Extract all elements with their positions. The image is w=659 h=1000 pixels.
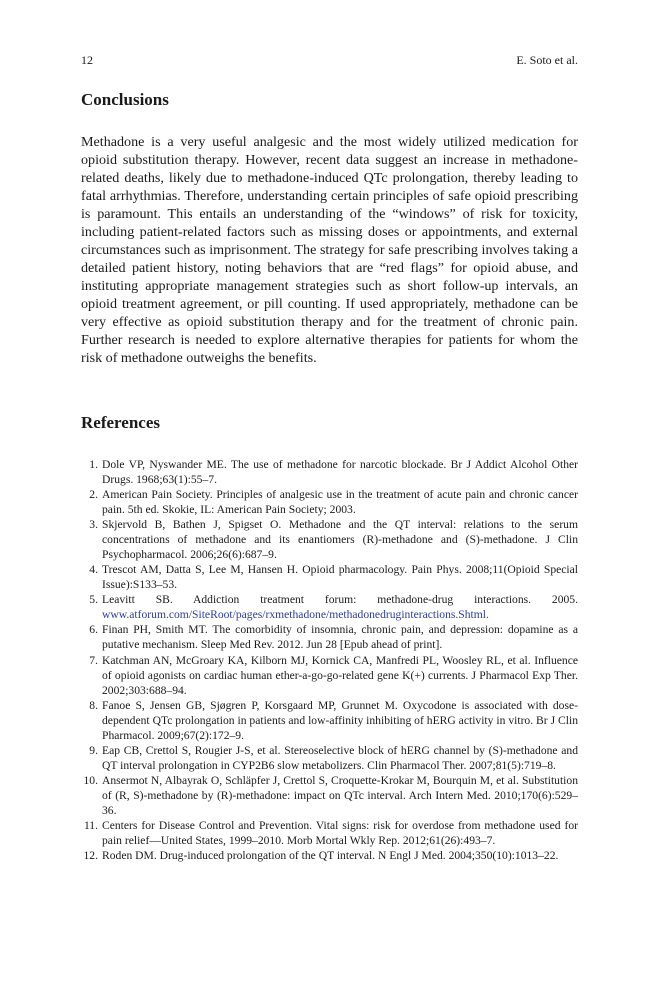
reference-citation: Centers for Disease Control and Prevention. Vital signs: risk for overdose from methadone used for pain relief—United States, 1999–2010. Morb Mortal Wkly Rep. 2012;61(26):493–7. bbox=[102, 818, 578, 847]
reference-number: 9. bbox=[89, 743, 98, 757]
reference-number: 4. bbox=[89, 563, 98, 577]
reference-text bbox=[102, 818, 578, 848]
reference-number: 1. bbox=[89, 458, 98, 471]
conclusions-heading: Conclusions bbox=[81, 90, 169, 109]
page-number: 12 bbox=[81, 53, 93, 67]
reference-citation: Trescot AM, Datta S, Lee M, Hansen H. Opioid pharmacology. Pain Phys. 2008;11(Opioid Special Issue):S133–53. bbox=[102, 563, 578, 592]
reference-citation: Finan PH, Smith MT. The comorbidity of insomnia, chronic pain, and depression: dopamine as a putative mechanism. Sleep Med Rev. 2012. Jun 28 [Epub ahead of print]. bbox=[102, 623, 578, 652]
reference-text bbox=[102, 592, 578, 622]
running-author: E. Soto et al. bbox=[516, 53, 578, 67]
reference-citation: Skjervold B, Bathen J, Spigset O. Methadone and the QT interval: relations to the serum concentrations of methadone and its enantiomers (R)-methadone and (S)-methadone. J Clin Psychopharmacol. 2006;26(6):687–9. bbox=[102, 518, 578, 562]
reference-text bbox=[102, 848, 578, 863]
reference-citation: Katchman AN, McGroary KA, Kilborn MJ, Kornick CA, Manfredi PL, Woosley RL, et al. Influence of opioid agonists on cardiac human ether-a-go-go-related gene K(+) currents. J Pharmacol Exp Ther. 2002;303:688–94. bbox=[102, 653, 578, 697]
conclusions-paragraph: Methadone is a very useful analgesic and the most widely utilized medication for opioid substitution therapy. However, recent data suggest an increase in methadone-related deaths, likely due to methadone-induced QTc prolongation, thereby leading to fatal arrhythmias. Therefore, understanding certain principles of safe opioid prescribing is paramount. This entails an understanding of the “windows” of risk for toxicity, including patient-related factors such as missing doses or appointments, and external circumstances such as imprisonment. The strategy for safe prescribing involves taking a detailed patient history, noting behaviors that are “red flags” for opioid abuse, and instituting appropriate management strategies such as short follow-up intervals, an opioid treatment agreement, or pill counting. If used appropriately, methadone can be very effective as opioid substitution therapy and for the treatment of chronic pain. Further research is needed to explore alternative therapies for patients for whom the risk of methadone outweighs the benefits. bbox=[81, 134, 578, 366]
reference-number: 12. bbox=[83, 849, 98, 863]
reference-item bbox=[81, 773, 578, 818]
reference-item bbox=[81, 698, 578, 743]
reference-citation: Leavitt SB. Addiction treatment forum: methadone-drug interactions. 2005. bbox=[102, 593, 578, 607]
reference-text bbox=[102, 743, 578, 773]
reference-list bbox=[81, 457, 578, 863]
reference-text bbox=[102, 487, 578, 517]
reference-item bbox=[81, 457, 578, 487]
reference-text bbox=[102, 622, 578, 652]
reference-number: 2. bbox=[89, 488, 98, 502]
reference-citation: Ansermot N, Albayrak O, Schläpfer J, Crettol S, Croquette-Krokar M, Bourquin M, et al. Substitution of (R, S)-methadone by (R)-methadone: impact on QTc interval. Arch Intern Med. 2010;170(6):529–36. bbox=[102, 773, 578, 817]
running-head bbox=[81, 52, 578, 68]
reference-number: 7. bbox=[89, 653, 98, 667]
reference-number: 11. bbox=[83, 818, 98, 832]
reference-item bbox=[81, 743, 578, 773]
reference-text bbox=[102, 562, 578, 592]
references-heading: References bbox=[81, 413, 160, 432]
reference-citation: Dole VP, Nyswander ME. The use of methadone for narcotic blockade. Br J Addict Alcohol Other Drugs. 1968;63(1):55–7. bbox=[102, 458, 578, 486]
reference-citation: American Pain Society. Principles of analgesic use in the treatment of acute pain and chronic cancer pain. 5th ed. Skokie, IL: American Pain Society; 2003. bbox=[102, 488, 578, 517]
reference-citation: Roden DM. Drug-induced prolongation of the QT interval. N Engl J Med. 2004;350(10):1013–22. bbox=[102, 849, 559, 863]
reference-item bbox=[81, 622, 578, 652]
reference-text bbox=[102, 457, 578, 487]
reference-number: 10. bbox=[83, 773, 98, 787]
reference-citation: Eap CB, Crettol S, Rougier J-S, et al. Stereoselective block of hERG channel by (S)-methadone and QT interval prolongation in CYP2B6 slow metabolizers. Clin Pharmacol Ther. 2007;81(5):719–8. bbox=[102, 743, 578, 772]
reference-text bbox=[102, 653, 578, 698]
reference-item bbox=[81, 592, 578, 622]
reference-text bbox=[102, 698, 578, 743]
reference-number: 5. bbox=[89, 593, 98, 607]
reference-text bbox=[102, 517, 578, 562]
reference-item bbox=[81, 848, 578, 863]
reference-number: 3. bbox=[89, 518, 98, 532]
reference-link[interactable]: www.atforum.com/SiteRoot/pages/rxmethadone/methadonedruginteractions.Shtml. bbox=[102, 608, 489, 622]
reference-number: 6. bbox=[89, 623, 98, 637]
reference-item bbox=[81, 487, 578, 517]
reference-item bbox=[81, 517, 578, 562]
reference-number: 8. bbox=[89, 698, 98, 712]
reference-text bbox=[102, 773, 578, 818]
reference-item bbox=[81, 653, 578, 698]
reference-item bbox=[81, 818, 578, 848]
reference-citation: Fanoe S, Jensen GB, Sjøgren P, Korsgaard MP, Grunnet M. Oxycodone is associated with dose-dependent QTc prolongation in patients and low-affinity inhibiting of hERG activity in vitro. Br J Clin Pharmacol. 2009;67(2):172–9. bbox=[102, 698, 578, 742]
reference-item bbox=[81, 562, 578, 592]
